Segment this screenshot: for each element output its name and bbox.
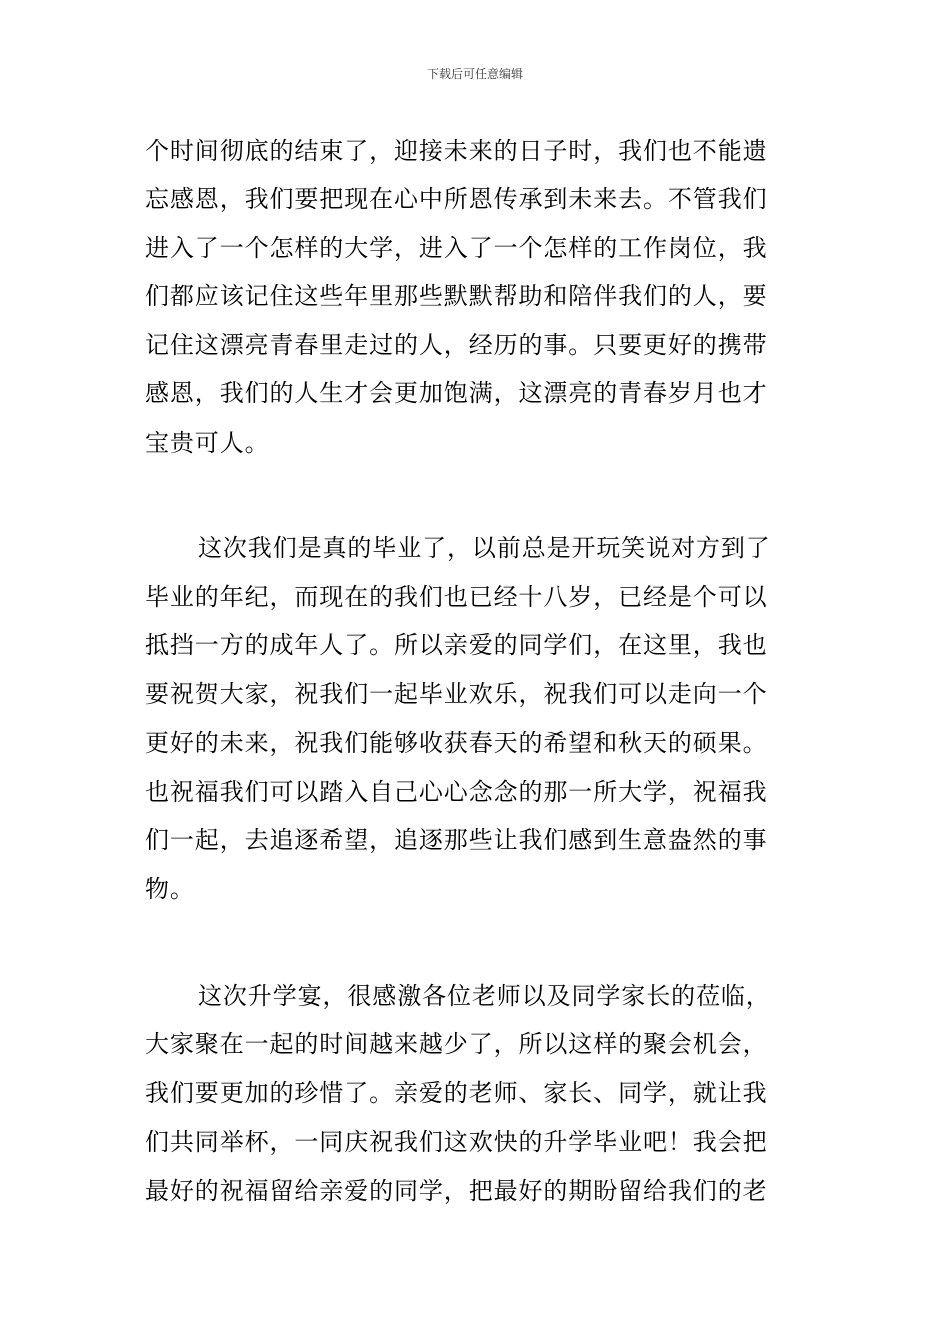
page-header: 下载后可任意编辑: [426, 67, 523, 81]
paragraph-3-line-3: 我们要更加的珍惜了。亲爱的老师、家长、同学，就让我: [145, 1079, 768, 1107]
paragraph-2-line-6: 也祝福我们可以踏入自己心心念念的那一所大学，祝福我: [145, 778, 768, 806]
paragraph-1-line-7: 宝贵可人。: [145, 429, 270, 457]
paragraph-2-line-7: 们一起，去追逐希望，追逐那些让我们感到生意盎然的事: [145, 826, 768, 854]
paragraph-1-line-3: 进入了一个怎样的大学，进入了一个怎样的工作岗位，我: [145, 234, 768, 262]
paragraph-2-line-1: 这次我们是真的毕业了，以前总是开玩笑说对方到了: [198, 534, 771, 562]
paragraph-2-line-3: 抵挡一方的成年人了。所以亲爱的同学们，在这里，我也: [145, 631, 768, 659]
paragraph-3-line-2: 大家聚在一起的时间越来越少了，所以这样的聚会机会，: [145, 1030, 768, 1058]
paragraph-2-line-2: 毕业的年纪，而现在的我们也已经十八岁，已经是个可以: [145, 583, 768, 611]
paragraph-1-line-5: 记住这漂亮青春里走过的人，经历的事。只要更好的携带: [145, 331, 768, 359]
paragraph-1-line-6: 感恩，我们的人生才会更加饱满，这漂亮的青春岁月也才: [145, 379, 768, 407]
paragraph-1-line-2: 忘感恩，我们要把现在心中所恩传承到未来去。不管我们: [145, 185, 768, 213]
paragraph-2-line-8: 物。: [145, 875, 195, 903]
paragraph-2-line-4: 要祝贺大家，祝我们一起毕业欢乐，祝我们可以走向一个: [145, 680, 768, 708]
paragraph-2-line-5: 更好的未来，祝我们能够收获春天的希望和秋天的硕果。: [145, 729, 768, 757]
paragraph-1-line-4: 们都应该记住这些年里那些默默帮助和陪伴我们的人，要: [145, 282, 768, 310]
paragraph-3-line-5: 最好的祝福留给亲爱的同学，把最好的期盼留给我们的老: [145, 1177, 768, 1205]
paragraph-3-line-1: 这次升学宴，很感激各位老师以及同学家长的莅临，: [198, 982, 771, 1010]
paragraph-3-line-4: 们共同举杯，一同庆祝我们这欢快的升学毕业吧！我会把: [145, 1128, 768, 1156]
paragraph-1-line-1: 个时间彻底的结束了，迎接未来的日子时，我们也不能遗: [145, 137, 768, 165]
